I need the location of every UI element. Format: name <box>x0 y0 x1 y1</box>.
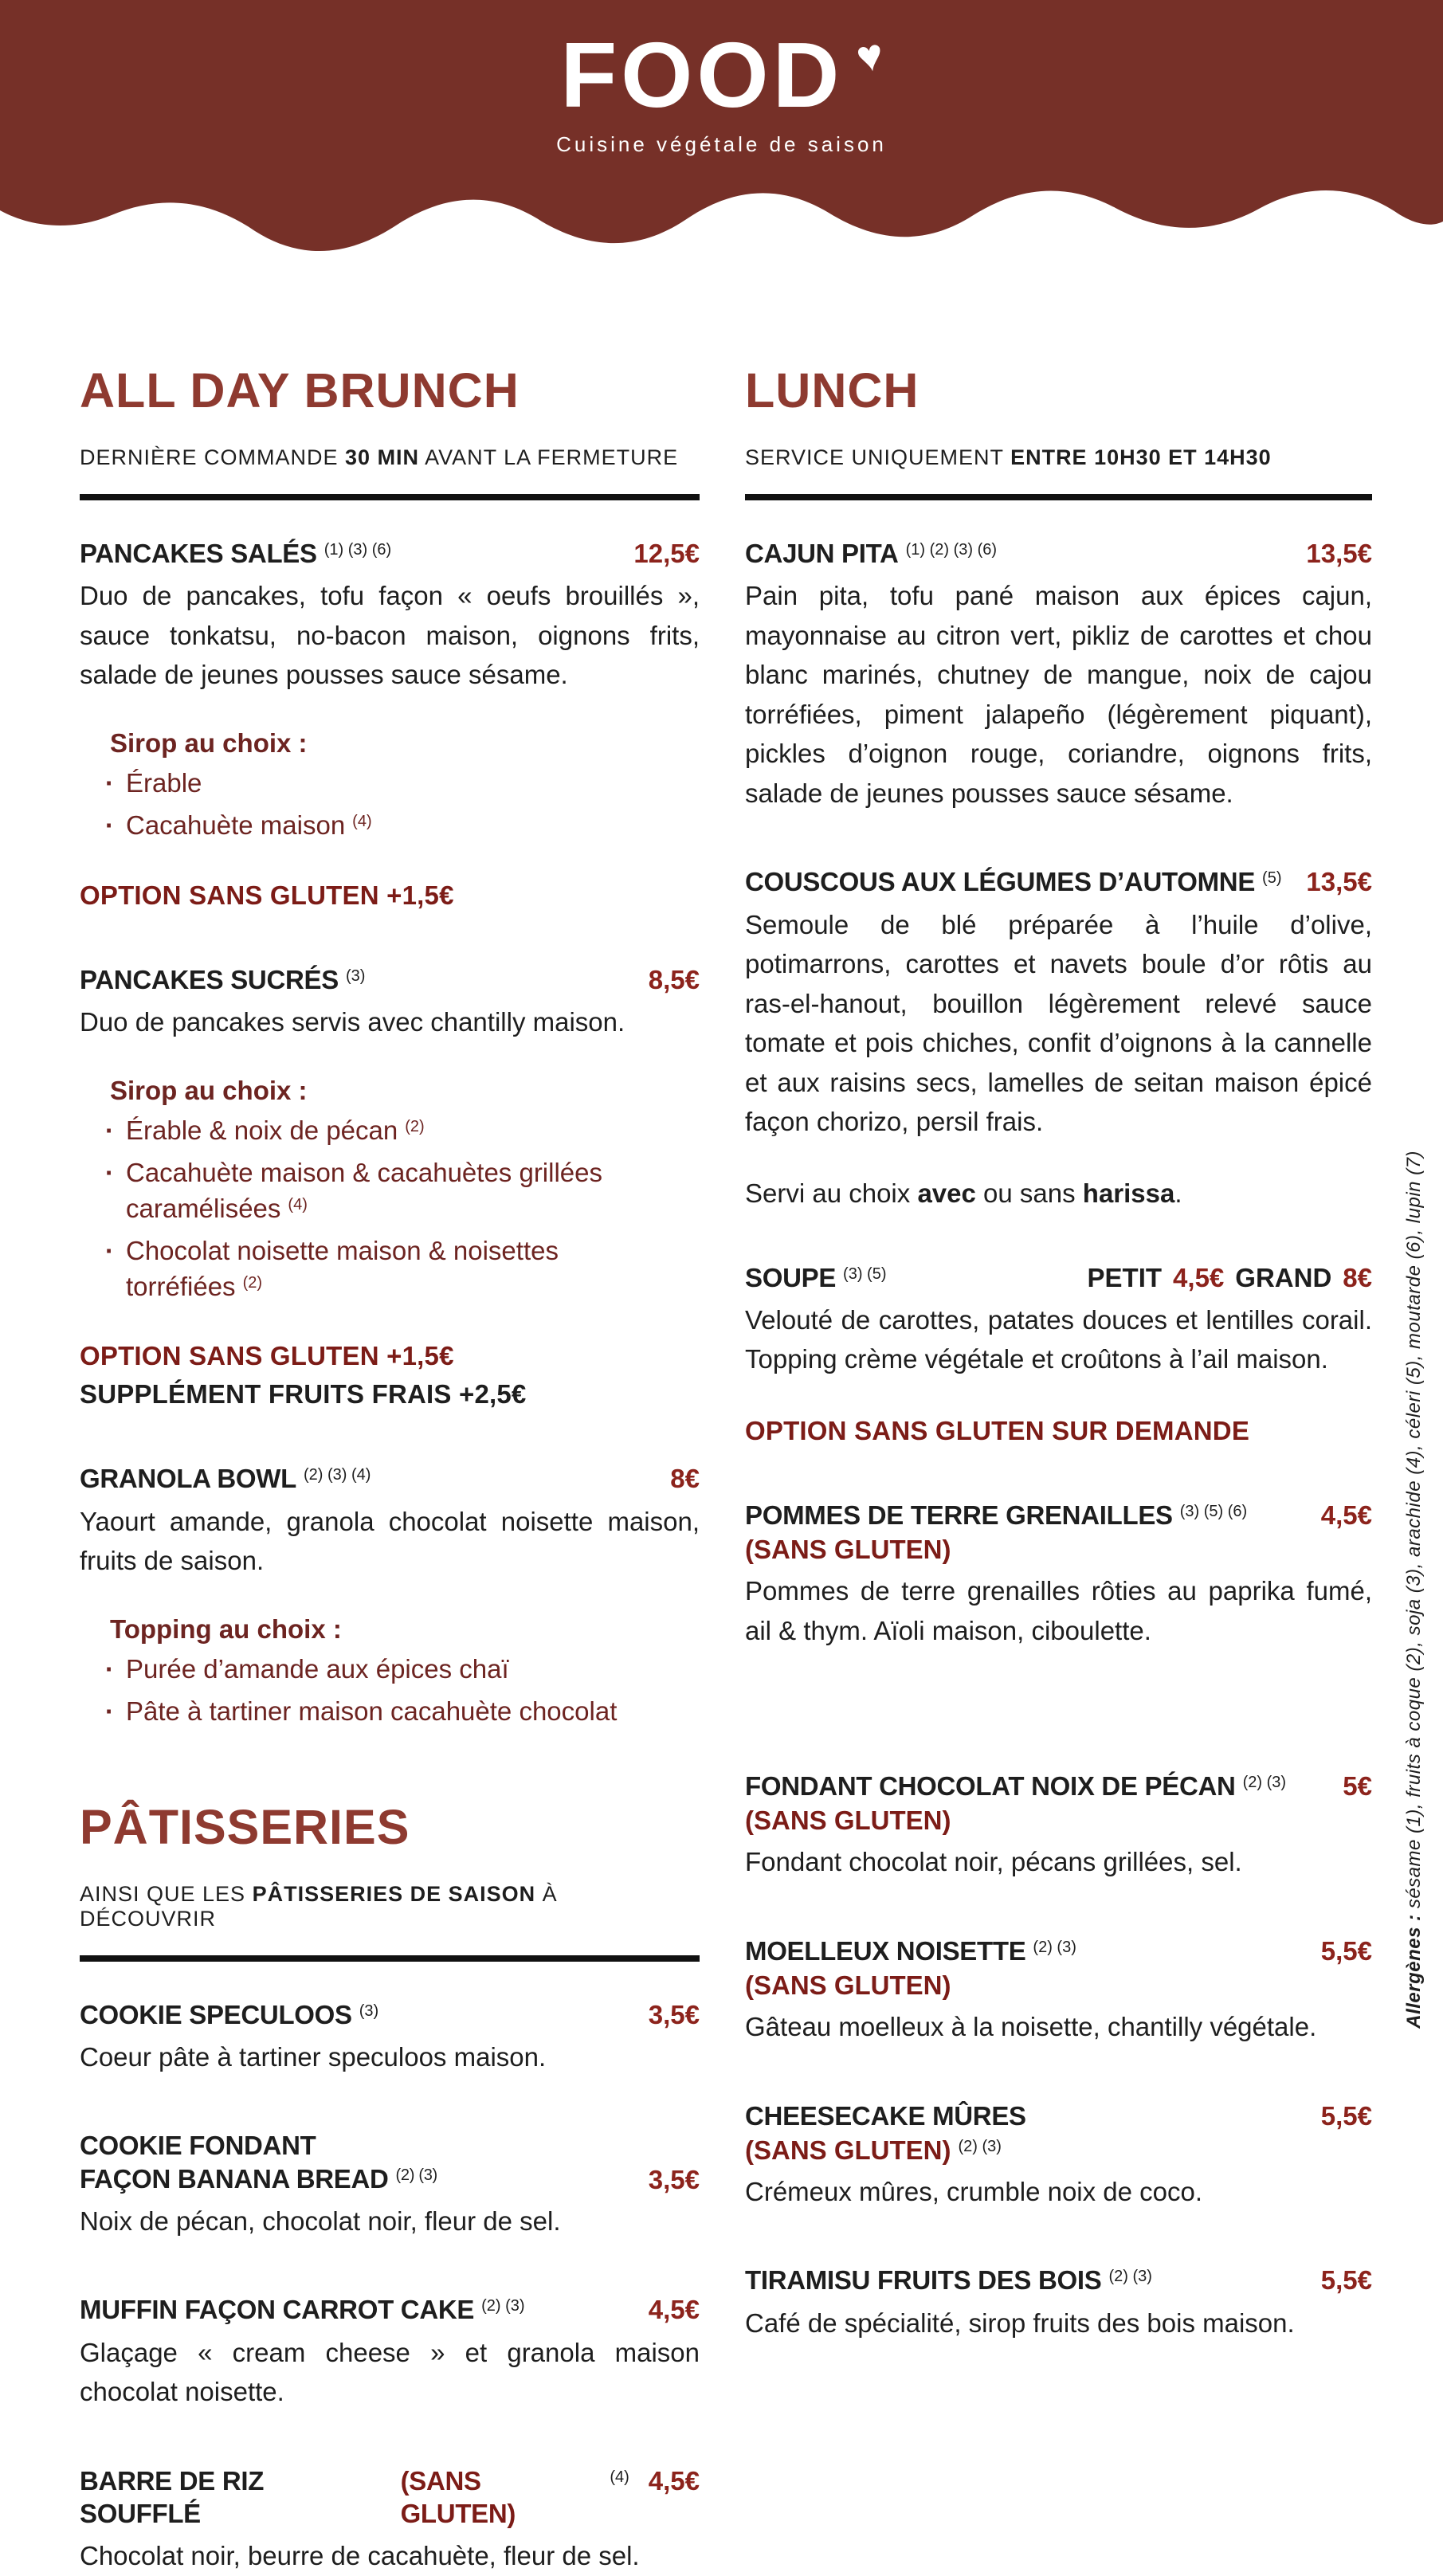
choice-text: Cacahuète maison & cacahuètes grillées caramélisées <box>126 1158 603 1223</box>
item-title-row <box>80 2464 700 2531</box>
item-description: Yaourt amande, granola chocolat noisette maison, fruits de saison. <box>80 1506 700 1576</box>
fruit-supplement-option: SUPPLÉMENT FRUITS FRAIS +2,5€ <box>80 1379 527 1410</box>
size-large-label: GRAND <box>1235 1262 1332 1292</box>
allergen-refs: (2) (3) <box>1108 2268 1152 2286</box>
choice-title: Sirop au choix : <box>110 727 308 758</box>
menu-item-tiramisu <box>745 2264 1372 2343</box>
lunch-note <box>745 445 1372 470</box>
item-description: Crémeux mûres, crumble noix de coco. <box>745 2176 1203 2206</box>
brunch-heading: ALL DAY BRUNCH <box>80 363 520 418</box>
divider-rule <box>80 1955 700 1962</box>
menu-columns <box>0 265 1443 2576</box>
item-name-gluten-free: (SANS GLUTEN) <box>400 2465 516 2528</box>
patisseries-note-pre: AINSI QUE LES <box>80 1881 253 1906</box>
item-title-row <box>745 1935 1372 1967</box>
allergen-refs: (5) <box>1262 869 1282 888</box>
item-price: 4,5€ <box>1320 1500 1372 1530</box>
item-description: Café de spécialité, sirop fruits des bois maison. <box>745 2307 1295 2338</box>
allergens-legend-text: sésame (1), fruits à coque (2), soja (3), arachide (4), céleri (5), moutarde (6), lupin (7) <box>1403 1151 1425 1915</box>
gluten-free-tag: (SANS GLUTEN) <box>745 1970 951 2000</box>
choice-title: Sirop au choix : <box>110 1075 308 1105</box>
item-name-line2: FAÇON BANANA BREAD <box>80 2163 389 2194</box>
choice-item <box>80 766 700 802</box>
gluten-free-text: (SANS GLUTEN) <box>745 2135 951 2165</box>
item-name: PANCAKES SALÉS <box>80 539 317 568</box>
item-title-row <box>745 2100 1372 2132</box>
choice-block <box>80 1076 700 1305</box>
item-title-row <box>80 963 700 996</box>
patisseries-heading: PÂTISSERIES <box>80 1799 410 1854</box>
harissa-note-harissa: harissa <box>1082 1178 1175 1208</box>
item-price: 4,5€ <box>648 2465 700 2496</box>
size-small-label: PETIT <box>1087 1262 1163 1292</box>
choice-block <box>80 1614 700 1730</box>
brunch-note-pre: DERNIÈRE COMMANDE <box>80 445 346 469</box>
harissa-note <box>745 1178 1372 1209</box>
choice-text: Érable <box>126 767 202 798</box>
menu-item-cajun-pita <box>745 537 1372 813</box>
item-name: TIRAMISU FRUITS DES BOIS <box>745 2265 1102 2296</box>
section-patisseries <box>80 1799 700 2576</box>
item-name: PANCAKES SUCRÉS <box>80 964 339 994</box>
item-name <box>80 2129 437 2195</box>
item-price: 5€ <box>1343 1771 1372 1801</box>
item-title-row <box>80 1462 700 1495</box>
allergen-refs: (2) (3) (4) <box>303 1466 371 1484</box>
harissa-note-mid: ou sans <box>975 1178 1083 1208</box>
choice-item <box>80 1113 700 1149</box>
menu-item-pancakes-sucres <box>80 963 700 1410</box>
menu-item-cookie-banana-bread <box>80 2129 700 2241</box>
gluten-free-tag <box>745 2135 1372 2166</box>
menu-item-pancakes-sales <box>80 537 700 911</box>
allergen-refs: (2) (3) <box>958 2137 1002 2155</box>
choice-text: Cacahuète maison <box>126 810 346 841</box>
allergen-refs: (2) (3) <box>1242 1774 1287 1791</box>
header-banner <box>0 0 1443 265</box>
item-price: 3,5€ <box>648 1999 700 2029</box>
item-name: CHEESECAKE MÛRES <box>745 2100 1026 2131</box>
patisseries-note-bold: PÂTISSERIES DE SAISON <box>252 1881 536 1906</box>
gluten-free-tag: (SANS GLUTEN) <box>745 1535 951 1564</box>
allergen-refs: (2) (3) <box>395 2166 437 2184</box>
banner-text <box>0 23 1443 157</box>
item-description: Velouté de carottes, patates douces et lentilles corail. Topping crème végétale et croûtons à l’ail maison. <box>745 1304 1372 1374</box>
item-name: SOUPE <box>745 1262 837 1292</box>
brunch-note-bold: 30 MIN <box>345 445 420 469</box>
item-name: MUFFIN FAÇON CARROT CAKE <box>80 2295 475 2325</box>
item-price: 4,5€ <box>648 2295 700 2325</box>
item-description: Fondant chocolat noir, pécans grillées, sel. <box>745 1847 1242 1877</box>
item-description: Pommes de terre grenailles rôties au paprika fumé, ail & thym. Aïoli maison, ciboulette. <box>745 1576 1372 1645</box>
item-description: Pain pita, tofu pané maison aux épices cajun, mayonnaise au citron vert, pikliz de carottes et chou blanc marinés, chutney de mangue, noix de cajou torréfiées, piment jalapeño (légèrement piquant), pickles d’oignon rouge, coriandre, oignons frits, salade de jeunes pousses sauce sésame. <box>745 581 1372 808</box>
menu-item-cheesecake-mures <box>745 2100 1372 2212</box>
menu-item-fondant-chocolat <box>745 1770 1372 1882</box>
choice-allergen: (2) <box>405 1117 425 1135</box>
brunch-note <box>80 445 700 470</box>
item-price: 13,5€ <box>1306 867 1372 897</box>
menu-item-soupe <box>745 1261 1372 1446</box>
allergen-refs: (3) (5) <box>843 1264 887 1283</box>
choice-item <box>80 1694 700 1730</box>
allergens-legend-label: Allergènes : <box>1403 1914 1425 2029</box>
item-title-row <box>745 2264 1372 2296</box>
lunch-heading: LUNCH <box>745 363 920 418</box>
item-description: Semoule de blé préparée à l’huile d’olive, potimarrons, carottes et navets boule d’or rôtis au ras-el-hanout, bouillon légèrement relevé sauce tomate et pois chiches, confit d’oignons à la cannelle et aux raisins secs, lamelles de seitan maison épicé façon chorizo, persil frais. <box>745 909 1372 1136</box>
item-title-row <box>745 1499 1372 1531</box>
item-title-row <box>80 1998 700 2031</box>
item-description: Chocolat noir, beurre de cacahuète, fleur de sel. <box>80 2541 640 2571</box>
allergen-refs: (2) (3) <box>1033 1938 1076 1956</box>
menu-item-couscous <box>745 865 1372 1208</box>
choice-allergen: (4) <box>352 813 372 831</box>
item-title-row <box>80 2129 700 2195</box>
restaurant-title: FOOD <box>560 23 844 127</box>
column-right <box>745 363 1372 2576</box>
choice-item <box>80 1155 700 1226</box>
section-brunch <box>80 363 700 1730</box>
choice-allergen: (2) <box>242 1273 263 1292</box>
menu-item-pommes-grenailles <box>745 1499 1372 1650</box>
item-price: 13,5€ <box>1306 539 1372 568</box>
size-prices <box>1088 1263 1372 1293</box>
item-title-row <box>745 537 1372 570</box>
item-price: 12,5€ <box>633 539 700 568</box>
choice-text: Érable & noix de pécan <box>126 1115 398 1145</box>
item-name: COOKIE SPECULOOS <box>80 1999 352 2029</box>
allergen-refs: (1) (2) (3) (6) <box>905 541 998 559</box>
item-description: Duo de pancakes servis avec chantilly maison. <box>80 1007 625 1037</box>
menu-item-moelleux-noisette <box>745 1935 1372 2047</box>
menu-item-granola-bowl <box>80 1462 700 1729</box>
item-name: FONDANT CHOCOLAT NOIX DE PÉCAN <box>745 1771 1236 1801</box>
brunch-note-post: AVANT LA FERMETURE <box>419 445 679 469</box>
item-title-row <box>745 1770 1372 1802</box>
choice-item <box>80 1652 700 1688</box>
allergen-refs: (3) (5) (6) <box>1179 1502 1248 1520</box>
choice-allergen: (4) <box>288 1195 308 1214</box>
gluten-free-tag: (SANS GLUTEN) <box>745 1806 951 1836</box>
size-large-price: 8€ <box>1343 1262 1372 1292</box>
allergen-refs: (2) (3) <box>481 2297 525 2315</box>
item-description: Duo de pancakes, tofu façon « oeufs brouillés », sauce tonkatsu, no-bacon maison, oignons frits, salade de jeunes pousses sauce sésame. <box>80 581 700 690</box>
item-name: POMMES DE TERRE GRENAILLES <box>745 1500 1173 1530</box>
menu-item-muffin-carrot-cake <box>80 2293 700 2411</box>
choice-item <box>80 1233 700 1304</box>
harissa-note-end: . <box>1174 1178 1182 1208</box>
item-description: Coeur pâte à tartiner speculoos maison. <box>80 2041 547 2072</box>
allergen-refs: (3) <box>345 966 366 985</box>
item-name-line2-row <box>80 2162 437 2195</box>
item-price: 3,5€ <box>648 2164 700 2194</box>
item-name: BARRE DE RIZ SOUFFLÉ <box>80 2465 265 2528</box>
choice-text: Chocolat noisette maison & noisettes torréfiées <box>126 1236 559 1301</box>
item-price: 5,5€ <box>1320 2100 1372 2131</box>
item-name-line1: COOKIE FONDANT <box>80 2131 316 2161</box>
choice-item <box>80 808 700 844</box>
patisseries-note-post: À DÉCOUVRIR <box>80 1881 558 1931</box>
item-name: GRANOLA BOWL <box>80 1464 296 1494</box>
allergen-refs: (3) <box>359 2002 379 2020</box>
divider-rule <box>80 494 700 500</box>
heart-icon: ♥ <box>853 28 888 83</box>
choice-block <box>80 728 700 844</box>
item-description: Noix de pécan, chocolat noir, fleur de sel. <box>80 2205 561 2236</box>
section-lunch <box>745 363 1372 2343</box>
item-price: 5,5€ <box>1320 1935 1372 1966</box>
gluten-free-option: OPTION SANS GLUTEN +1,5€ <box>80 1341 454 1371</box>
lunch-note-pre: SERVICE UNIQUEMENT <box>745 445 1011 469</box>
column-left <box>80 363 700 2576</box>
item-price: 8,5€ <box>648 964 700 994</box>
patisseries-note <box>80 1882 700 1931</box>
harissa-note-pre: Servi au choix <box>745 1178 918 1208</box>
harissa-note-avec: avec <box>917 1178 976 1208</box>
size-small-price: 4,5€ <box>1173 1262 1225 1292</box>
allergens-legend <box>1403 1151 1425 2029</box>
item-price: 8€ <box>670 1464 700 1494</box>
item-title-row <box>745 1261 1372 1294</box>
gluten-free-option: OPTION SANS GLUTEN SUR DEMANDE <box>745 1415 1250 1445</box>
choice-text: Pâte à tartiner maison cacahuète chocolat <box>126 1696 618 1727</box>
gluten-free-option: OPTION SANS GLUTEN +1,5€ <box>80 880 454 910</box>
choice-text: Purée d’amande aux épices chaï <box>126 1653 509 1684</box>
allergen-refs: (1) (3) (6) <box>323 541 392 559</box>
divider-rule <box>745 494 1372 500</box>
section-desserts <box>745 1770 1372 2343</box>
item-description: Glaçage « cream cheese » et granola maison chocolat noisette. <box>80 2337 700 2407</box>
item-title-row <box>80 2293 700 2326</box>
menu-item-cookie-speculoos <box>80 1998 700 2077</box>
allergen-refs: (4) <box>610 2468 629 2486</box>
item-name: MOELLEUX NOISETTE <box>745 1935 1026 1966</box>
choice-title: Topping au choix : <box>110 1613 342 1644</box>
restaurant-subtitle: Cuisine végétale de saison <box>556 132 887 156</box>
menu-item-barre-riz-souffle <box>80 2464 700 2576</box>
lunch-note-bold: ENTRE 10H30 ET 14H30 <box>1010 445 1272 469</box>
item-title-row <box>80 537 700 570</box>
item-name: COUSCOUS AUX LÉGUMES D’AUTOMNE <box>745 867 1256 897</box>
item-price: 5,5€ <box>1320 2265 1372 2296</box>
item-name: CAJUN PITA <box>745 539 899 568</box>
item-title-row <box>745 865 1372 898</box>
item-description: Gâteau moelleux à la noisette, chantilly végétale. <box>745 2012 1317 2041</box>
